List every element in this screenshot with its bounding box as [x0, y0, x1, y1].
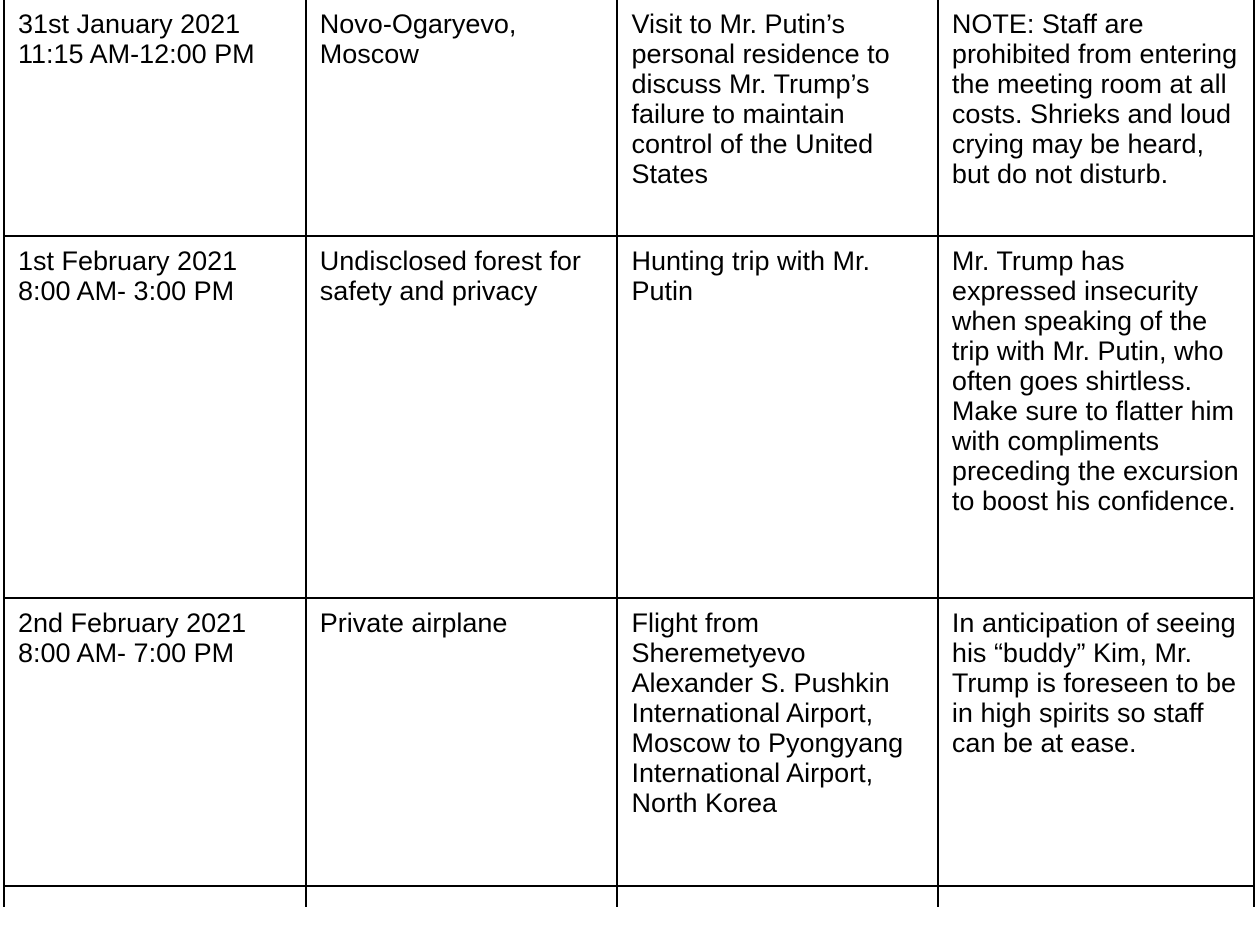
- description-cell: Visit to Mr. Putin’s personal residence to discuss Mr. Trump’s failure to maintain control of the United States: [617, 0, 937, 236]
- time-text: 8:00 AM- 3:00 PM: [18, 276, 235, 306]
- date-time-cell: [4, 598, 306, 886]
- location-cell: Novo-Ogaryevo, Moscow: [306, 0, 618, 236]
- schedule-table: [3, 0, 1255, 907]
- empty-cell: [306, 886, 618, 907]
- date-time-cell: [4, 236, 306, 598]
- description-cell: Flight from Sheremetyevo Alexander S. Pushkin International Airport, Moscow to Pyongyang International Airport, North Korea: [617, 598, 937, 886]
- date-text: 31st January 2021: [18, 9, 241, 39]
- date-time-cell: [4, 0, 306, 236]
- empty-cell: [4, 886, 306, 907]
- note-cell: NOTE: Staff are prohibited from entering the meeting room at all costs. Shrieks and loud crying may be heard, but do not disturb.: [938, 0, 1254, 236]
- date-text: 2nd February 2021: [18, 608, 247, 638]
- note-cell: In anticipation of seeing his “buddy” Kim, Mr. Trump is foreseen to be in high spirits so staff can be at ease.: [938, 598, 1254, 886]
- location-cell: Undisclosed forest for safety and privacy: [306, 236, 618, 598]
- schedule-row: [4, 0, 1254, 236]
- description-cell: Hunting trip with Mr. Putin: [617, 236, 937, 598]
- schedule-row: [4, 236, 1254, 598]
- schedule-row-partial: [4, 886, 1254, 907]
- location-cell: Private airplane: [306, 598, 618, 886]
- empty-cell: [617, 886, 937, 907]
- schedule-row: [4, 598, 1254, 886]
- empty-cell: [938, 886, 1254, 907]
- time-text: 11:15 AM-12:00 PM: [18, 39, 255, 69]
- time-text: 8:00 AM- 7:00 PM: [18, 638, 235, 668]
- note-cell: Mr. Trump has expressed insecurity when speaking of the trip with Mr. Putin, who often goes shirtless. Make sure to flatter him with compliments preceding the excursion to boost his confidence.: [938, 236, 1254, 598]
- date-text: 1st February 2021: [18, 246, 238, 276]
